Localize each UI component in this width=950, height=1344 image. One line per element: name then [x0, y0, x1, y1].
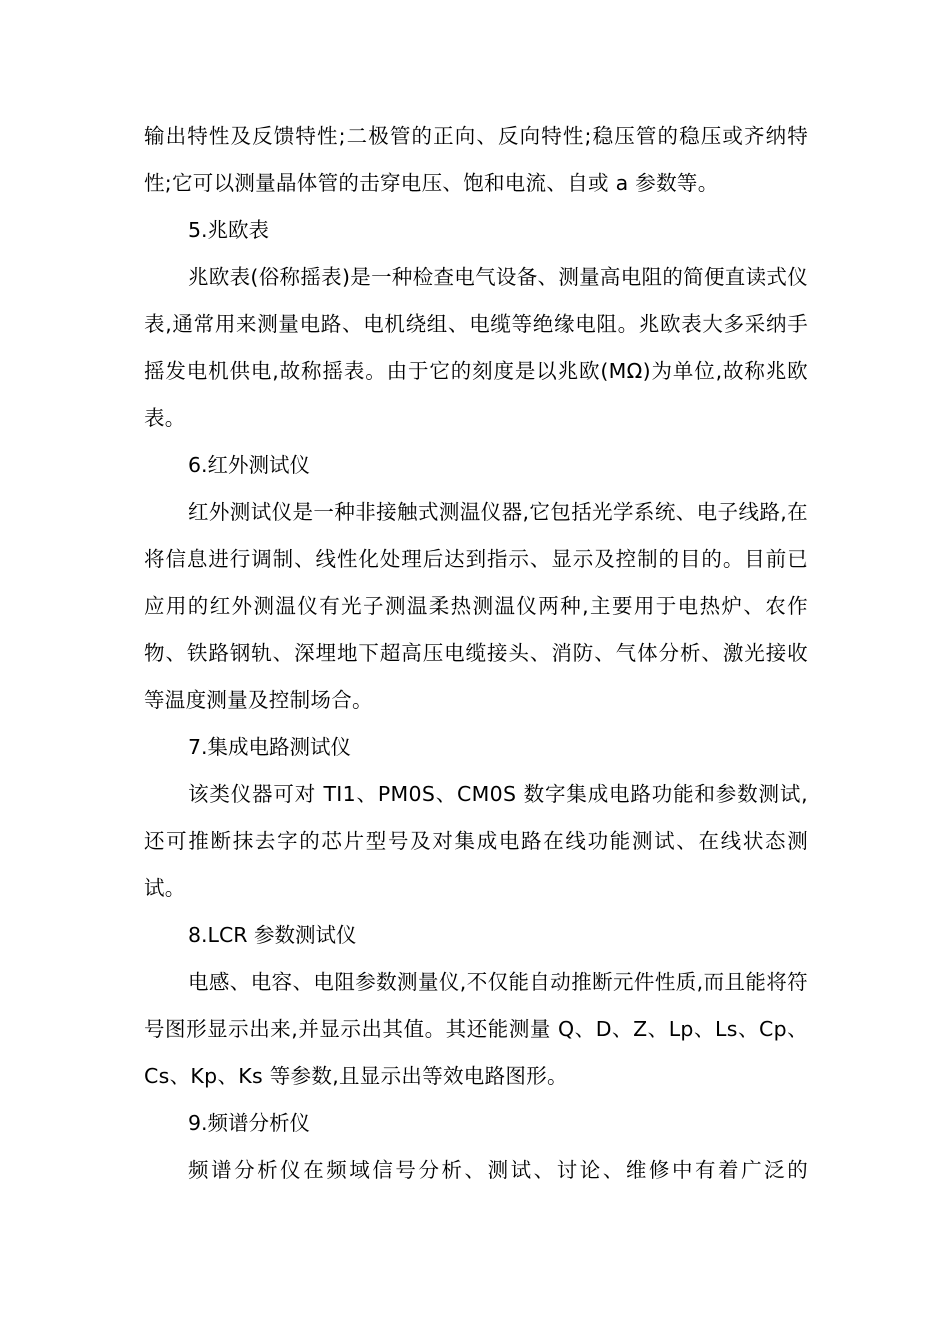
section-heading-8: 8.LCR 参数测试仪 — [188, 923, 357, 947]
paragraph-spectrum-analyzer: 频谱分析仪在频域信号分析、测试、讨论、维修中有着广泛的 — [188, 1158, 808, 1182]
paragraph-continuation: 输出特性及反馈特性;二极管的正向、反向特性;稳压管的稳压或齐纳特性;它可以测量晶体管的击穿电压、饱和电流、自或 a 参数等。 — [144, 124, 808, 195]
paragraph-infrared-tester: 红外测试仪是一种非接触式测温仪器,它包括光学系统、电子线路,在将信息进行调制、线性化处理后达到指示、显示及控制的目的。目前已应用的红外测温仪有光子测温柔热测温仪两种,主要用于电热炉、农作物、铁路钢轨、深埋地下超高压电缆接头、消防、气体分析、激光接收等温度测量及控制场合。 — [144, 500, 808, 712]
paragraph-megohmmeter: 兆欧表(俗称摇表)是一种检查电气设备、测量高电阻的简便直读式仪表,通常用来测量电路、电机绕组、电缆等绝缘电阻。兆欧表大多采纳手摇发电机供电,故称摇表。由于它的刻度是以兆欧(MΩ)为单位,故称兆欧表。 — [144, 265, 808, 430]
paragraph-ic-tester: 该类仪器可对 TI1、PM0S、CM0S 数字集成电路功能和参数测试,还可推断抹去字的芯片型号及对集成电路在线功能测试、在线状态测试。 — [144, 782, 808, 900]
paragraph-lcr-tester: 电感、电容、电阻参数测量仪,不仅能自动推断元件性质,而且能将符号图形显示出来,并显示出其值。其还能测量 Q、D、Z、Lp、Ls、Cp、Cs、Kp、Ks 等参数,且显示出等效电路图形。 — [144, 970, 808, 1088]
section-heading-7: 7.集成电路测试仪 — [188, 735, 352, 759]
section-heading-9: 9.频谱分析仪 — [188, 1111, 311, 1135]
section-heading-5: 5.兆欧表 — [188, 218, 270, 242]
section-heading-6: 6.红外测试仪 — [188, 453, 311, 477]
document-body — [144, 113, 808, 1194]
